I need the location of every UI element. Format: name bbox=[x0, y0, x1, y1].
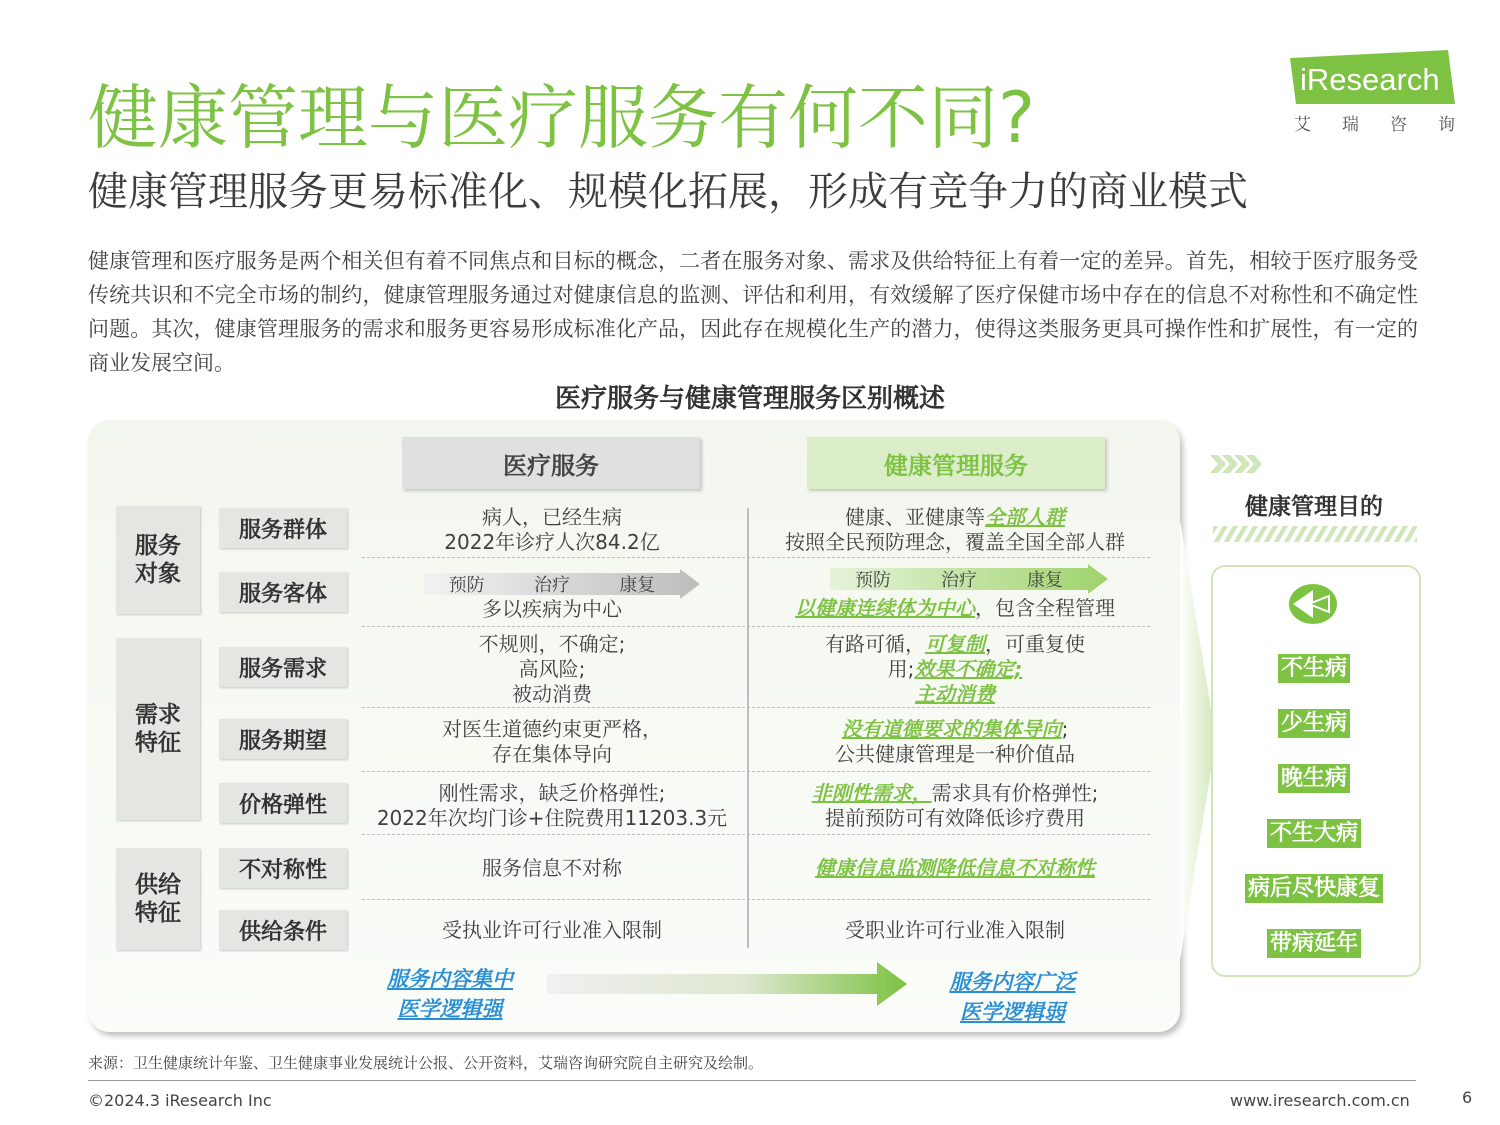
highlight-text: 效果不确定; bbox=[914, 657, 1023, 681]
copyright: ©2024.3 iResearch Inc bbox=[88, 1091, 272, 1110]
goal-item bbox=[1211, 761, 1417, 792]
cell-line: 2022年次均门诊+住院费用11203.3元 bbox=[376, 806, 728, 830]
goal-item bbox=[1211, 651, 1417, 682]
cell-line bbox=[760, 657, 1150, 682]
row-label-price-elasticity: 价格弹性 bbox=[219, 783, 347, 823]
diagram-title: 医疗服务与健康管理服务区别概述 bbox=[554, 384, 945, 414]
cell-line bbox=[760, 682, 1150, 707]
cell-text: 健康、亚健康等 bbox=[845, 505, 985, 529]
cell-text: 用; bbox=[887, 657, 915, 681]
summary-line: 医学逻辑弱 bbox=[960, 1000, 1065, 1024]
highlight-text: 非刚性需求， bbox=[811, 781, 932, 805]
group-label: 需求特征 bbox=[135, 702, 181, 756]
row-label-asymmetry: 不对称性 bbox=[219, 848, 347, 888]
intro-paragraph: 健康管理和医疗服务是两个相关但有着不同焦点和目标的概念，二者在服务对象、需求及供给特征上有着一定的差异。首先，相较于医疗服务受传统共识和不完全市场的制约，健康管理服务通过对健康信息的监测、评估和利用，有效缓解了医疗保健市场中存在的信息不对称性和不确定性问题。其次，健康管理服务的需求和服务更容易形成标准化产品，因此存在规模化生产的潜力，使得这类服务更具可操作性和扩展性，有一定的商业发展空间。 bbox=[88, 249, 1418, 375]
column-header-medical: 医疗服务 bbox=[402, 437, 700, 489]
health-content-summary bbox=[935, 967, 1090, 1027]
cell-line: 不规则，不确定; bbox=[478, 632, 626, 656]
step-label: 康复 bbox=[619, 575, 656, 596]
summary-line: 服务内容广泛 bbox=[949, 970, 1076, 994]
logo-chinese: 艾瑞咨询 bbox=[1294, 115, 1486, 135]
goals-title: 健康管理目的 bbox=[1245, 494, 1383, 520]
group-label: 服务对象 bbox=[135, 533, 181, 587]
health-service-expectation bbox=[760, 717, 1150, 767]
cell-line bbox=[760, 632, 1150, 657]
cell-line: 存在集体导向 bbox=[492, 742, 612, 766]
health-supply-condition: 受职业许可行业准入限制 bbox=[845, 918, 1065, 942]
iresearch-logo bbox=[1290, 50, 1455, 104]
health-service-object bbox=[760, 596, 1150, 621]
highlight-text: 可复制 bbox=[925, 632, 985, 656]
health-asymmetry bbox=[760, 856, 1150, 881]
cell-line: 病人，已经生病 bbox=[482, 505, 622, 529]
column-header-health-management: 健康管理服务 bbox=[807, 437, 1105, 489]
cell-line: 提前预防可有效降低诊疗费用 bbox=[825, 806, 1085, 830]
care-continuum-arrow-medical bbox=[424, 569, 700, 599]
cell-line: 2022年诊疗人次84.2亿 bbox=[444, 530, 660, 554]
cell-text: 有路可循， bbox=[825, 632, 925, 656]
footer-divider bbox=[88, 1080, 1416, 1081]
page-title: 健康管理与医疗服务有何不同? bbox=[88, 77, 1036, 159]
goal-item bbox=[1211, 871, 1417, 902]
cell-text: ，包含全程管理 bbox=[975, 596, 1115, 620]
highlight-text: 健康信息监测降低信息不对称性 bbox=[815, 856, 1095, 880]
row-divider bbox=[362, 707, 1150, 708]
row-divider bbox=[362, 557, 1150, 558]
row-label-service-object: 服务客体 bbox=[219, 572, 347, 612]
highlight-text: 主动消费 bbox=[915, 682, 995, 706]
goal-item bbox=[1211, 926, 1417, 957]
cell-line: 被动消费 bbox=[512, 682, 592, 706]
goal-label: 病后尽快康复 bbox=[1245, 874, 1383, 903]
goal-item bbox=[1211, 816, 1417, 847]
row-divider bbox=[362, 626, 1150, 627]
page-number: 6 bbox=[1462, 1088, 1473, 1107]
goal-label: 带病延年 bbox=[1267, 929, 1361, 958]
cell-line bbox=[760, 781, 1150, 806]
row-label-supply-condition: 供给条件 bbox=[219, 910, 347, 950]
medical-content-summary bbox=[370, 964, 530, 1024]
medical-service-group bbox=[362, 505, 742, 555]
source-note: 来源：卫生健康统计年鉴、卫生健康事业发展统计公报、公开资料，艾瑞咨询研究院自主研究及绘制。 bbox=[88, 1054, 764, 1072]
health-service-demand bbox=[760, 632, 1150, 707]
row-divider bbox=[362, 834, 1150, 835]
step-label: 治疗 bbox=[533, 575, 570, 596]
row-label-service-expectation: 服务期望 bbox=[219, 719, 347, 759]
highlight-text: 没有道德要求的集体导向 bbox=[841, 717, 1062, 741]
cell-line: 刚性需求，缺乏价格弹性; bbox=[438, 781, 666, 805]
cell-text: 需求具有价格弹性; bbox=[931, 781, 1099, 805]
medical-supply-condition: 受执业许可行业准入限制 bbox=[442, 918, 662, 942]
cell-line bbox=[760, 505, 1150, 530]
medical-asymmetry: 服务信息不对称 bbox=[482, 856, 622, 880]
website-url: www.iresearch.com.cn bbox=[1230, 1091, 1410, 1110]
step-label: 预防 bbox=[448, 575, 485, 596]
group-service-object bbox=[116, 506, 200, 614]
medical-price-elasticity bbox=[362, 781, 742, 831]
group-demand bbox=[116, 638, 200, 820]
dashed-stripe-icon bbox=[1213, 526, 1417, 542]
health-price-elasticity bbox=[760, 781, 1150, 831]
summary-line: 服务内容集中 bbox=[387, 967, 513, 991]
column-divider bbox=[747, 508, 749, 948]
medical-service-expectation bbox=[362, 717, 742, 767]
goal-label: 不生大病 bbox=[1267, 819, 1361, 848]
step-labels bbox=[830, 565, 1088, 593]
step-label: 康复 bbox=[1027, 570, 1063, 591]
chevrons-icon bbox=[1210, 455, 1270, 473]
step-label: 预防 bbox=[855, 570, 891, 591]
medical-service-demand bbox=[362, 632, 742, 707]
cell-text: ; bbox=[1061, 717, 1069, 741]
step-label: 治疗 bbox=[941, 570, 977, 591]
leaf-arrow-icon bbox=[1287, 582, 1339, 626]
goal-label: 不生病 bbox=[1278, 654, 1350, 683]
page-subtitle: 健康管理服务更易标准化、规模化拓展，形成有竞争力的商业模式 bbox=[88, 169, 1248, 215]
highlight-text: 以健康连续体为中心 bbox=[795, 596, 975, 620]
health-service-group bbox=[760, 505, 1150, 555]
step-labels bbox=[424, 570, 680, 598]
cell-line: 对医生道德约束更严格， bbox=[442, 717, 662, 741]
transition-arrow-icon bbox=[547, 960, 907, 1008]
group-label: 供给特征 bbox=[135, 872, 181, 926]
goal-label: 少生病 bbox=[1278, 709, 1350, 738]
cell-line: 公共健康管理是一种价值品 bbox=[835, 742, 1075, 766]
group-supply bbox=[116, 848, 200, 950]
highlight-text: 全部人群 bbox=[985, 505, 1065, 529]
row-divider bbox=[362, 899, 1150, 900]
care-continuum-arrow-health bbox=[830, 564, 1108, 594]
logo-text: iResearch bbox=[1300, 62, 1440, 97]
row-label-service-demand: 服务需求 bbox=[219, 647, 347, 687]
summary-line: 医学逻辑强 bbox=[397, 997, 503, 1021]
row-divider bbox=[362, 771, 1150, 772]
cell-line: 高风险; bbox=[518, 657, 586, 681]
cell-line: 按照全民预防理念，覆盖全国全部人群 bbox=[785, 530, 1125, 554]
cell-line bbox=[760, 717, 1150, 742]
medical-service-object: 多以疾病为中心 bbox=[482, 597, 622, 621]
goal-item bbox=[1211, 706, 1417, 737]
cell-text: ，可重复使 bbox=[985, 632, 1085, 656]
goal-label: 晚生病 bbox=[1278, 764, 1350, 793]
row-label-service-group: 服务群体 bbox=[219, 508, 347, 548]
